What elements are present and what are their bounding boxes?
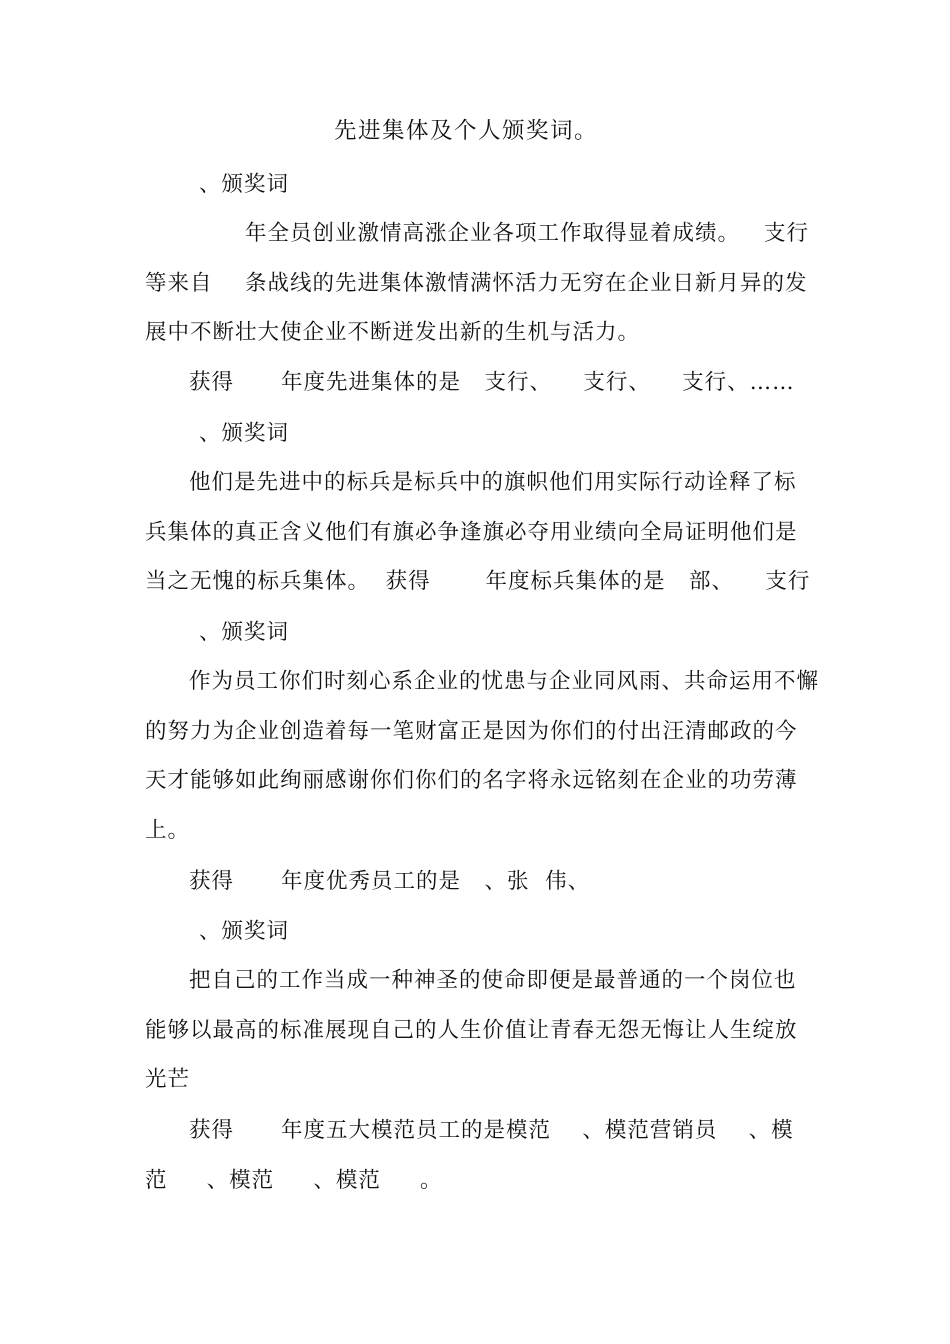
paragraph-line: 能够以最高的标准展现自己的人生价值让青春无怨无悔让人生绽放 (145, 1018, 798, 1043)
paragraph-line: 他们是先进中的标兵是标兵中的旗帜他们用实际行动诠释了标 (189, 470, 797, 495)
section-heading: 、颁奖词 (199, 421, 290, 446)
paragraph-line: 上。 (145, 818, 191, 843)
paragraph-line: 条战线的先进集体激情满怀活力无穷在企业日新月异的发 (245, 271, 808, 296)
award-line: 获得 年度优秀员工的是 、张 伟、 (189, 869, 591, 894)
paragraph-line: 兵集体的真正含义他们有旗必争逢旗必夺用业绩向全局证明他们是 (145, 520, 798, 545)
paragraph-line: 支行 (764, 221, 810, 246)
section-heading: 、颁奖词 (199, 172, 290, 197)
paragraph-line: 把自己的工作当成一种神圣的使命即便是最普通的一个岗位也 (189, 968, 797, 993)
page-title: 先进集体及个人颁奖词。 (334, 118, 599, 144)
paragraph-line: 作为员工你们时刻心系企业的忧患与企业同风雨、共命运用不懈 (189, 669, 820, 694)
section-heading: 、颁奖词 (199, 919, 290, 944)
award-line: 范 、模范 、模范 。 (145, 1168, 443, 1193)
award-line: 获得 年度先进集体的是 支行、 支行、 支行、…… (189, 370, 795, 395)
paragraph-line: 展中不断壮大使企业不断迸发出新的生机与活力。 (145, 320, 641, 345)
paragraph-line: 的努力为企业创造着每一笔财富正是因为你们的付出汪清邮政的今 (145, 719, 798, 744)
paragraph-line: 当之无愧的标兵集体。 获得 年度标兵集体的是 部、 支行 (145, 569, 811, 594)
section-heading: 、颁奖词 (199, 620, 290, 645)
paragraph-line: 等来自 (145, 271, 213, 296)
paragraph-line: 年全员创业激情高涨企业各项工作取得显着成绩。 (245, 221, 741, 246)
paragraph-line: 天才能够如此绚丽感谢你们你们的名字将永远铭刻在企业的功劳薄 (145, 768, 798, 793)
award-line: 获得 年度五大模范员工的是模范 、模范营销员 、模 (189, 1118, 794, 1143)
paragraph-line: 光芒 (145, 1067, 191, 1092)
